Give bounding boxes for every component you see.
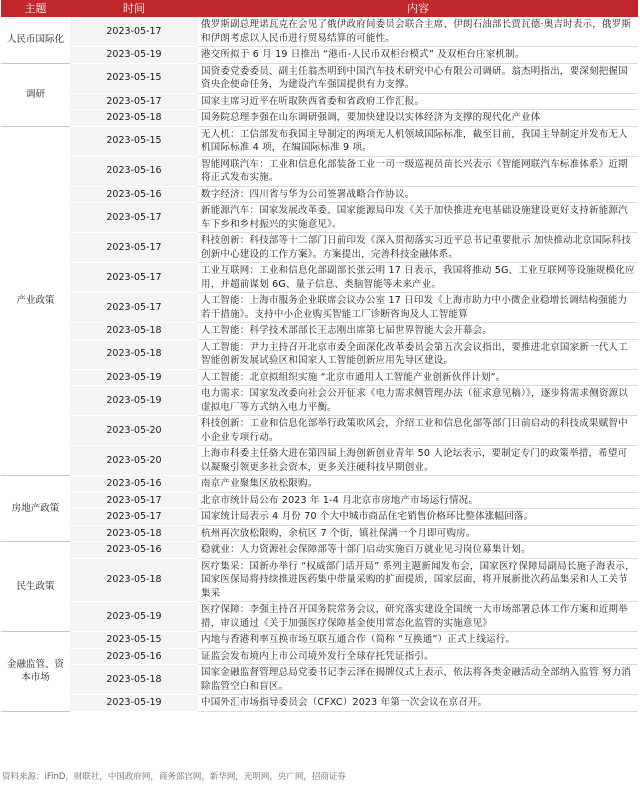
- table-row: [1, 648, 638, 665]
- content-cell: 人工智能：北京拟组织实施 “北京市通用人工智能产业创新伙伴计划”。: [198, 369, 638, 386]
- theme-cell: 调研: [1, 63, 70, 126]
- content-cell: 人工智能：上海市服务企业联席会议办公室 17 日印发《上海市助力中小微企业稳增长调结构强能力若干措施》。支持中小企业购买智能工厂诊断咨询及人工智能算: [198, 293, 638, 323]
- content-cell: 国资委党委委员、副主任翁杰明到中国汽车技术研究中心有限公司调研。翁杰明指出，要深刻把握国资央企使命任务，为建设汽车强国提供有力支撑。: [198, 63, 638, 93]
- date-cell: 2023-05-15: [70, 632, 198, 649]
- content-cell: 医疗保障：李强主持召开国务院常务会议，研究落实建设全国统一大市场部署总体工作方案和近期举措，审议通过《关于加强医疗保障基金使用常态化监管的实施意见》: [198, 602, 638, 632]
- date-cell: 2023-05-20: [70, 416, 198, 446]
- date-cell: 2023-05-18: [70, 525, 198, 542]
- date-cell: 2023-05-17: [70, 203, 198, 233]
- content-cell: 港交所拟于 6 月 19 日推出 “港币-人民币双柜台模式” 及双柜台庄家机制。: [198, 47, 638, 64]
- theme-cell: 金融监管、资本市场: [1, 632, 70, 712]
- content-cell: 医疗集采：国新办举行 “权威部门话开局” 系列主题新闻发布会，国家医疗保障局副局长施子海表示，国家医保局将持续推进医药集中带量采购的扩面提质，国家层面，将开展新批次药品集采和人工关节集采: [198, 558, 638, 602]
- date-cell: 2023-05-17: [70, 233, 198, 263]
- theme-cell: 人民币国际化: [1, 17, 70, 63]
- content-cell: 数字经济：四川省与华为公司签署战略合作协议。: [198, 186, 638, 203]
- date-cell: 2023-05-19: [70, 369, 198, 386]
- table-row: [1, 339, 638, 369]
- content-cell: 俄罗斯副总理诺瓦克在会见了俄伊政府间委员会联合主席、伊朗石油部长贾瓦德·奥吉时表示，俄罗斯和伊朗考虑以人民币进行贸易结算的可能性。: [198, 17, 638, 47]
- date-cell: 2023-05-18: [70, 558, 198, 602]
- theme-cell: 房地产政策: [1, 476, 70, 542]
- date-cell: 2023-05-16: [70, 476, 198, 493]
- table-row: [1, 47, 638, 64]
- date-cell: 2023-05-16: [70, 648, 198, 665]
- content-cell: 科技创新：科技部等十二部门日前印发《深入贯彻落实习近平总书记重要批示 加快推动北京国际科技创新中心建设的工作方案》。方案提出，完善科技金融体系。: [198, 233, 638, 263]
- content-cell: 国家金融监督管理总局党委书记李云泽在揭牌仪式上表示，依法将各类金融活动全部纳入监管 努力消除监管空白和盲区。: [198, 665, 638, 695]
- content-cell: 南京产业聚集区放松限购。: [198, 476, 638, 493]
- date-cell: 2023-05-20: [70, 446, 198, 476]
- content-cell: 北京市统计局公布 2023 年 1-4 月北京市房地产市场运行情况。: [198, 492, 638, 509]
- date-cell: 2023-05-19: [70, 695, 198, 712]
- content-cell: 工业互联网：工业和信息化部副部长张云明 17 日表示，我国将推动 5G、工业互联网等设施规模化应用，并超前谋划 6G、量子信息、类脑智能等未来产业。: [198, 263, 638, 293]
- table-row: [1, 93, 638, 110]
- table-row: [1, 446, 638, 476]
- policy-events-table: [1, 0, 638, 712]
- table-row: [1, 186, 638, 203]
- table-row: [1, 63, 638, 93]
- table-row: [1, 156, 638, 186]
- source-note: 资料来源：iFinD，财联社，中国政府网，商务部官网，新华网，光明网，央广网，招商证券: [2, 772, 346, 782]
- date-cell: 2023-05-16: [70, 156, 198, 186]
- content-cell: 国务院总理李强在山东调研强调，要加快建设以实体经济为支撑的现代化产业体: [198, 110, 638, 127]
- header-theme: 主题: [1, 0, 70, 17]
- content-cell: 电力需求：国家发改委向社会公开征求《电力需求侧管理办法（征求意见稿）》，逐步将需求侧资源以虚拟电厂等方式纳入电力平衡。: [198, 386, 638, 416]
- table-row: [1, 263, 638, 293]
- table-row: [1, 323, 638, 340]
- content-cell: 人工智能：尹力主持召开北京市委全面深化改革委员会第五次会议指出，要推进北京国家新一代人工智能创新发展试验区和国家人工智能创新应用先导区建设。: [198, 339, 638, 369]
- table-header-row: [1, 0, 638, 17]
- table-row: [1, 602, 638, 632]
- content-cell: 国家主席习近平在听取陕西省委和省政府工作汇报。: [198, 93, 638, 110]
- content-cell: 新能源汽车：国家发展改革委、国家能源局印发《关于加快推进充电基础设施建设更好支持新能源汽车下乡和乡村振兴的实施意见》。: [198, 203, 638, 233]
- table-row: [1, 369, 638, 386]
- table-row: [1, 110, 638, 127]
- table-row: [1, 17, 638, 47]
- date-cell: 2023-05-16: [70, 542, 198, 559]
- content-cell: 证监会发布境内上市公司境外发行全球存托凭证指引。: [198, 648, 638, 665]
- date-cell: 2023-05-18: [70, 665, 198, 695]
- content-cell: 无人机：工信部发布我国主导制定的两项无人机领域国际标准，截至目前，我国主导制定并发布无人机国际标准 4 项，在编国际标准 9 项。: [198, 126, 638, 156]
- date-cell: 2023-05-17: [70, 17, 198, 47]
- table-row: [1, 386, 638, 416]
- content-cell: 杭州再次放松限购，余杭区 7 个街，镇社保满一个月即可购房。: [198, 525, 638, 542]
- date-cell: 2023-05-15: [70, 126, 198, 156]
- table-row: [1, 558, 638, 602]
- date-cell: 2023-05-17: [70, 293, 198, 323]
- table-row: [1, 695, 638, 712]
- date-cell: 2023-05-17: [70, 509, 198, 526]
- content-cell: 人工智能：科学技术部部长王志刚出席第七届世界智能大会开幕会。: [198, 323, 638, 340]
- table-row: [1, 293, 638, 323]
- table-row: [1, 476, 638, 493]
- date-cell: 2023-05-18: [70, 339, 198, 369]
- date-cell: 2023-05-15: [70, 63, 198, 93]
- table-row: [1, 542, 638, 559]
- content-cell: 内地与香港利率互换市场互联互通合作（简称 “互换通”）正式上线运行。: [198, 632, 638, 649]
- date-cell: 2023-05-17: [70, 263, 198, 293]
- date-cell: 2023-05-17: [70, 93, 198, 110]
- content-cell: 中国外汇市场指导委员会（CFXC）2023 年第一次会议在京召开。: [198, 695, 638, 712]
- table-row: [1, 509, 638, 526]
- table-row: [1, 203, 638, 233]
- content-cell: 上海市科委主任骆大进在第四届上海创新创业青年 50 人论坛表示，要制定专门的政策举措，希望可以凝聚引领更多社会资本，更多关注硬科技早期创业。: [198, 446, 638, 476]
- theme-cell: 产业政策: [1, 126, 70, 476]
- table-row: [1, 665, 638, 695]
- content-cell: 国家统计局表示 4 月份 70 个大中城市商品住宅销售价格环比整体涨幅回落。: [198, 509, 638, 526]
- table-row: [1, 525, 638, 542]
- table-row: [1, 416, 638, 446]
- date-cell: 2023-05-17: [70, 492, 198, 509]
- theme-cell: 民生政策: [1, 542, 70, 632]
- header-content: 内容: [198, 0, 638, 17]
- date-cell: 2023-05-19: [70, 602, 198, 632]
- date-cell: 2023-05-16: [70, 186, 198, 203]
- table-row: [1, 492, 638, 509]
- table-row: [1, 632, 638, 649]
- table-row: [1, 126, 638, 156]
- table-body: [1, 17, 638, 711]
- content-cell: 科技创新：工业和信息化部举行政策吹风会，介绍工业和信息化部等部门日前启动的科技成果赋智中小企业专项行动。: [198, 416, 638, 446]
- table-row: [1, 233, 638, 263]
- date-cell: 2023-05-19: [70, 47, 198, 64]
- header-date: 时间: [70, 0, 198, 17]
- date-cell: 2023-05-18: [70, 323, 198, 340]
- content-cell: 稳就业：人力资源社会保障部等十部门启动实施百万就业见习岗位募集计划。: [198, 542, 638, 559]
- date-cell: 2023-05-18: [70, 110, 198, 127]
- date-cell: 2023-05-19: [70, 386, 198, 416]
- content-cell: 智能网联汽车：工业和信息化部装备工业一司一级巡视员苗长兴表示《智能网联汽车标准体系》近期将正式发布实施。: [198, 156, 638, 186]
